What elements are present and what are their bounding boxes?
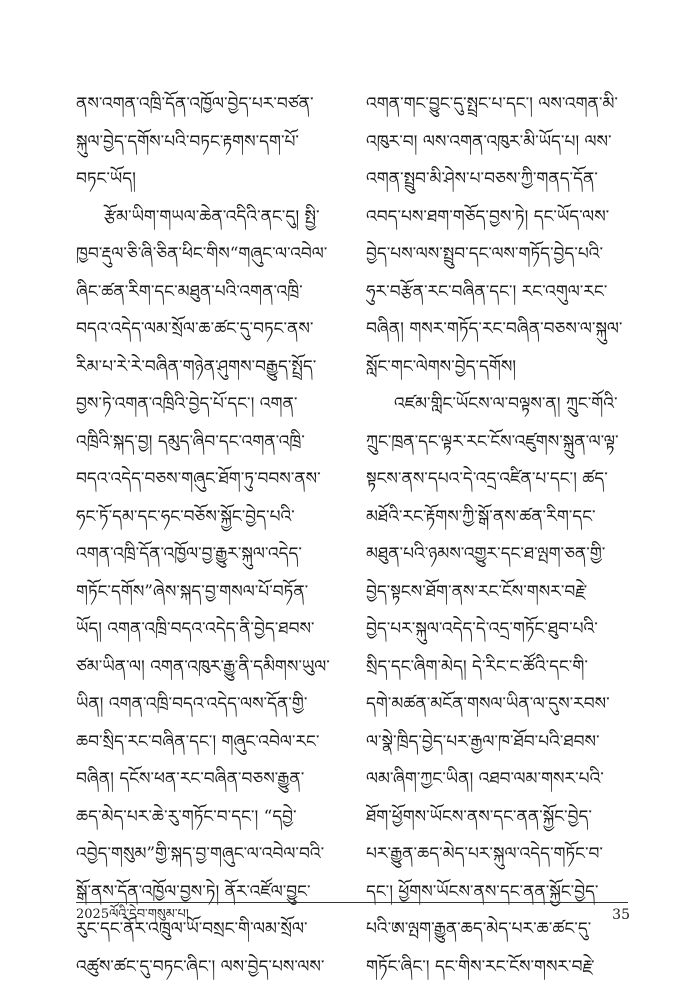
text-line: ཡིན། འགན་འཁྲི་བདའ་འདེད་ལས་དོན་གྱི་ — [76, 686, 338, 724]
text-line: པའི་ཨ་ལྤག་རྒྱུན་ཆད་མེད་པར་ཆ་ཚང་དུ་ — [366, 911, 628, 949]
text-line: བདའ་འདེད་བཅས་གཞུང་ཐོག་ཏུ་བབས་ནས་ — [76, 461, 338, 499]
text-line: ནས་འགན་འཁྲི་དོན་འཁྱོལ་བྱེད་པར་བཙན་ — [76, 86, 338, 124]
text-line: བྱེད་པར་སྐུལ་འདེད་དེ་འདྲ་གཏོང་ཐུབ་པའི་ — [366, 611, 628, 649]
text-line: ཙམ་ཡིན་ལ། འགན་འཁུར་རྒྱུ་ནི་དམིགས་ཡུལ་ — [76, 649, 338, 687]
footer-issue-label: 2025ལོའི་དེབ་གསུམ་པ། — [76, 905, 189, 925]
text-line: ཧུར་བརྩོན་རང་བཞིན་དང་། རང་འགུལ་རང་ — [366, 274, 628, 312]
text-line: རིམ་པ་རེ་རེ་བཞིན་གཉེན་ཤུགས་བརྒྱུད་སྤྲོད་ — [76, 349, 338, 387]
text-line: སློང་གང་ལེགས་བྱེད་དགོས། — [366, 349, 628, 387]
text-line: འཚུས་ཚང་དུ་བཏང་ཞིང་། ལས་བྱེད་པས་ལས་ — [76, 949, 338, 986]
text-line: བདའ་འདེད་ལམ་སྲོལ་ཆ་ཚང་དུ་བཏང་ནས་ — [76, 311, 338, 349]
right-column — [366, 86, 628, 986]
paragraph-start-line: འཛམ་གླིང་ཡོངས་ལ་བལྟས་ན། ཀྲུང་གོའི་ — [366, 386, 628, 424]
text-line: ལམ་ཞིག་ཀྱང་ཡིན། འཐབ་ལམ་གསར་པའི་ — [366, 761, 628, 799]
text-line: ཆད་མེད་པར་ཆེ་རུ་གཏོང་བ་དང་། “དབྱེ་ — [76, 799, 338, 837]
left-column — [76, 86, 338, 986]
text-line: གཏོང་དགོས”ཞེས་སྐད་བྱ་གསལ་པོ་བཏོན་ — [76, 574, 338, 612]
text-line: ཁྱབ་རྡུལ་ཅི་ཞི་ཅིན་ཕིང་གིས“གཞུང་ལ་འབེལ་ — [76, 236, 338, 274]
text-line: བྱེད་སྟངས་ཐོག་ནས་རང་ངོས་གསར་བརྗེ་ — [366, 574, 628, 612]
text-line: ཆབ་སྲིད་རང་བཞིན་དང་། གཞུང་འབེལ་རང་ — [76, 724, 338, 762]
text-line: རུང་དང་ནོར་འཁྲུལ་ཡོ་བསྲང་གི་ལམ་སྲོལ་ — [76, 911, 338, 949]
text-line: གཏོང་ཞིང་། དང་གིས་རང་ངོས་གསར་བརྗེ་ — [366, 949, 628, 986]
text-line: སྐུལ་བྱེད་དགོས་པའི་བཏང་རྟགས་དག་པོ་ — [76, 124, 338, 162]
text-line: འཁྲིའི་སྐད་བྱ། དམུད་ཞིབ་དང་འགན་འཁྲི་ — [76, 424, 338, 462]
text-line: ཐོག་ཕྱོགས་ཡོངས་ནས་དང་ནན་སྐྱོང་བྱེད་ — [366, 799, 628, 837]
page-number: 35 — [600, 905, 630, 925]
text-line: འབད་པས་ཐག་གཅོད་བྱས་ཏེ། དང་ཡོད་ལས་ — [366, 199, 628, 237]
text-line: ཡོད། འགན་འཁྲི་བདའ་འདེད་ནི་བྱེད་ཐབས་ — [76, 611, 338, 649]
text-line: བྱས་ཏེ་འགན་འཁྲིའི་བྱེད་པོ་དང་། འགན་ — [76, 386, 338, 424]
text-line: ལ་སྣེ་ཁྲིད་བྱེད་པར་རྒྱལ་ཁ་ཐོབ་པའི་ཐབས་ — [366, 724, 628, 762]
text-line: ཧང་ཏོ་དམ་དང་ཧང་བཅོས་སྐྱོང་བྱེད་པའི་ — [76, 499, 338, 537]
text-line: སྟངས་ནས་དཔའ་དེ་འདྲ་འཛིན་པ་དང་། ཚད་ — [366, 461, 628, 499]
text-line: དགེ་མཚན་མངོན་གསལ་ཡིན་ལ་དུས་རབས་ — [366, 686, 628, 724]
text-line: པར་རྒྱུན་ཆད་མེད་པར་སྐུལ་འདེད་གཏོང་བ་ — [366, 836, 628, 874]
text-line: བཞིན། དངོས་ཕན་རང་བཞིན་བཅས་རྒྱུན་ — [76, 761, 338, 799]
text-line: སྒོ་ནས་དོན་འཁྱོལ་བྱས་ཏེ། ནོར་འཛོལ་བྱུང་ — [76, 874, 338, 912]
footer-divider — [76, 902, 628, 903]
text-line: འགན་གང་བྱུང་དུ་སྤྲང་པ་དང་། ལས་འགན་མི་ — [366, 86, 628, 124]
paragraph-start-line: རྩོམ་ཡིག་གཡལ་ཆེན་འདིའི་ནང་དུ། སྤྱི་ — [76, 199, 338, 237]
text-line: བྱེད་པས་ལས་སྤྲུབ་དང་ལས་གཏོད་བྱེད་པའི་ — [366, 236, 628, 274]
text-line: འགན་འཁྲི་དོན་འཁྱོལ་བྱ་རྒྱུར་སྐུལ་འདེད་ — [76, 536, 338, 574]
text-line: ཞིང་ཚན་རིག་དང་མཐུན་པའི་འགན་འཁྲི་ — [76, 274, 338, 312]
text-line: འཁུར་བ། ལས་འགན་འཁུར་མི་ཡོད་པ། ལས་ — [366, 124, 628, 162]
text-line: བཞིན། གསར་གཏོད་རང་བཞིན་བཅས་ལ་སྐུལ་ — [366, 311, 628, 349]
text-line: དང་། ཕྱོགས་ཡོངས་ནས་དང་ནན་སྐྱོང་བྱེད་ — [366, 874, 628, 912]
text-line: མཐུན་པའི་ཉམས་འགྱུར་དང་ཐ་ལྤག་ཅན་གྱི་ — [366, 536, 628, 574]
text-line: བཏང་ཡོད། — [76, 161, 338, 199]
text-line: འགན་སྤྲུབ་མི་ཤེས་པ་བཅས་ཀྱི་གནད་དོན་ — [366, 161, 628, 199]
text-line: སྲིད་དང་ཞིག་མེད། དེ་རིང་ང་ཚོའི་དང་གི་ — [366, 649, 628, 687]
text-line: ཀྲུང་ཁྲན་དང་ལྟར་རང་ངོས་འཛུགས་སྐྲུན་ལ་ལྟ་ — [366, 424, 628, 462]
text-line: མཐོའི་རང་རྟོགས་ཀྱི་སྒོ་ནས་ཚན་རིག་དང་ — [366, 499, 628, 537]
text-line: འབྱེད་གསུམ”གྱི་སྐད་བྱ་གཞུང་ལ་འབེལ་བའི་ — [76, 836, 338, 874]
